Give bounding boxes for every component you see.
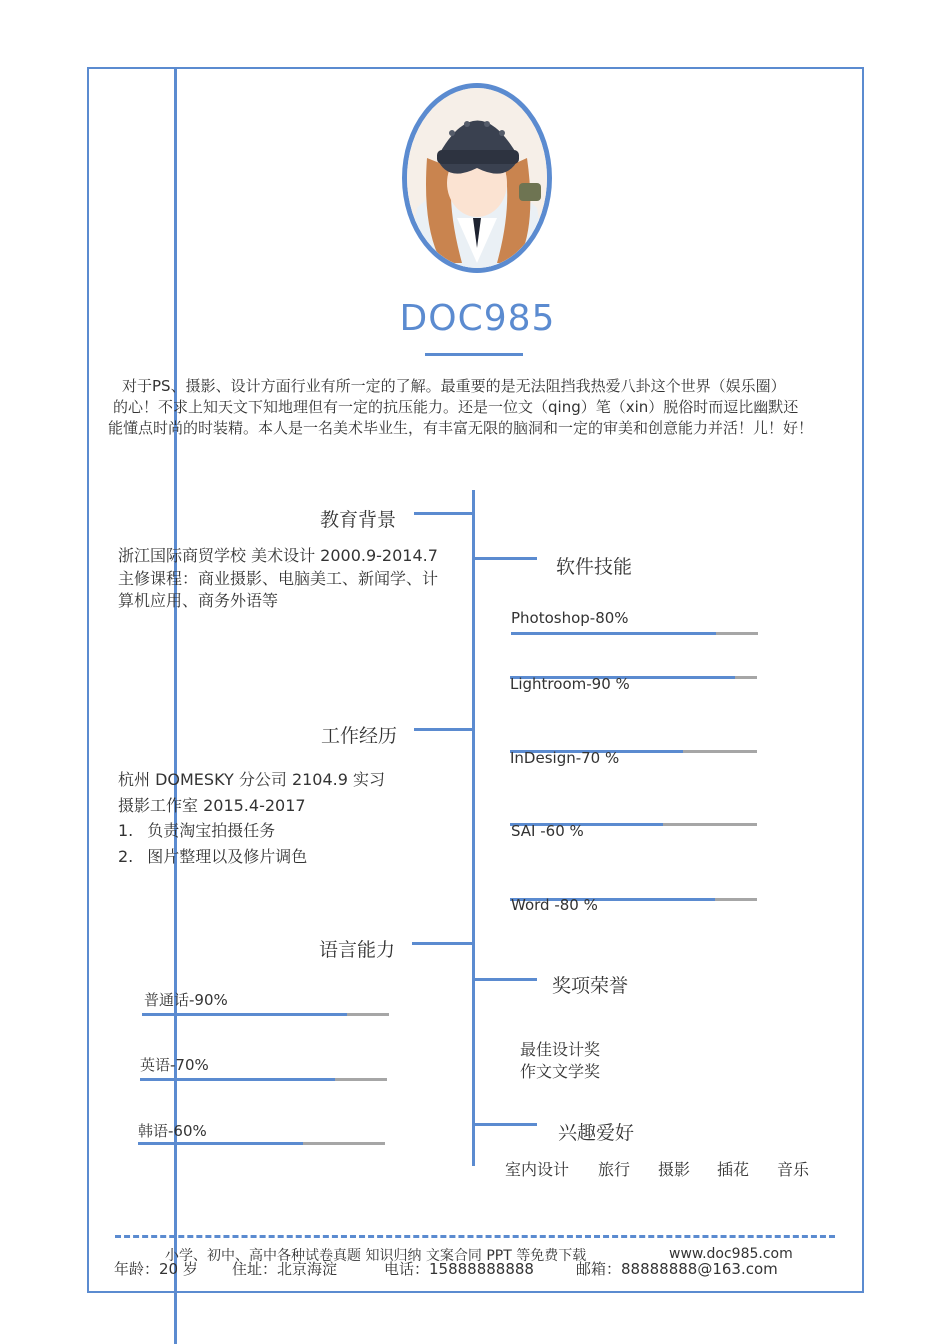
language-label: 韩语-60% <box>138 1122 207 1140</box>
language-bar-track <box>142 1013 389 1016</box>
intro-line: 对于PS、摄影、设计方面行业有所一定的了解。最重要的是无法阻挡我热爱八卦这个世界（娱乐圈） <box>122 377 786 395</box>
software-label: Photoshop-80% <box>511 609 629 627</box>
footer-phone: 电话：15888888888 <box>384 1260 534 1278</box>
software-bar-track <box>511 632 758 635</box>
task-number: 2. <box>118 847 134 866</box>
award-item: 作文文学奖 <box>520 1062 601 1081</box>
awards-branch <box>475 978 537 981</box>
timeline-spine <box>472 490 475 1166</box>
name-underline <box>425 353 523 356</box>
award-item: 最佳设计奖 <box>520 1040 601 1059</box>
intro-line: 的心！不求上知天文下知地理但有一定的抗压能力。还是一位文（qing）笔（xin）脱俗时而逗比幽默还 <box>113 398 799 416</box>
software-label: SAI -60 % <box>511 822 584 840</box>
hobby-item: 旅行 <box>598 1160 631 1179</box>
watermark-url[interactable]: www.doc985.com <box>669 1246 793 1262</box>
watermark-text: 小学、初中、高中各种试卷真题 知识归纳 文案合同 PPT 等免费下载 <box>165 1248 587 1264</box>
language-label: 英语-70% <box>140 1056 209 1074</box>
language-bar-fill <box>142 1013 347 1016</box>
task-text: 图片整理以及修片调色 <box>147 847 308 866</box>
awards-title: 奖项荣誉 <box>552 975 629 997</box>
hobby-item: 室内设计 <box>505 1160 570 1179</box>
intro-line: 能懂点时尚的时装精。本人是一名美术毕业生，有丰富无限的脑洞和一定的审美和创意能力并活！儿！好！ <box>108 419 814 437</box>
footer-address: 住址：北京海淀 <box>232 1260 338 1278</box>
hobby-item: 插花 <box>717 1160 750 1179</box>
language-branch <box>412 942 474 945</box>
education-branch <box>414 512 474 515</box>
language-bar-track <box>140 1078 387 1081</box>
work-task <box>118 818 275 841</box>
hobby-item: 摄影 <box>658 1160 691 1179</box>
footer-age: 年龄：20 岁 <box>114 1260 198 1278</box>
language-title: 语言能力 <box>319 939 396 961</box>
language-bar-fill <box>140 1078 335 1081</box>
left-vertical-line <box>174 67 177 1344</box>
language-label: 普通话-90% <box>144 991 228 1009</box>
education-title: 教育背景 <box>320 509 397 531</box>
footer-dashed-divider <box>115 1235 835 1238</box>
resume-name: DOC985 <box>399 298 556 339</box>
task-number: 1. <box>118 821 134 840</box>
software-bar-fill <box>511 632 716 635</box>
self-introduction <box>108 376 854 439</box>
hobby-item: 音乐 <box>777 1160 810 1179</box>
education-line: 主修课程：商业摄影、电脑美工、新闻学、计 <box>118 569 439 588</box>
avatar <box>402 83 552 273</box>
education-line: 算机应用、商务外语等 <box>118 591 279 610</box>
software-title: 软件技能 <box>556 556 633 578</box>
software-branch <box>475 557 537 560</box>
language-bar-track <box>138 1142 385 1145</box>
task-text: 负责淘宝拍摄任务 <box>147 821 276 840</box>
software-label: Lightroom-90 % <box>510 675 630 693</box>
language-bar-fill <box>138 1142 303 1145</box>
hobbies-title: 兴趣爱好 <box>558 1122 635 1144</box>
education-line: 浙江国际商贸学校 美术设计 2000.9-2014.7 <box>118 546 438 565</box>
work-task <box>118 844 307 867</box>
software-label: InDesign-70 % <box>510 749 620 767</box>
work-line: 摄影工作室 2015.4-2017 <box>118 796 306 815</box>
work-branch <box>414 728 474 731</box>
work-line: 杭州 DOMESKY 分公司 2104.9 实习 <box>118 770 386 789</box>
work-title: 工作经历 <box>321 725 398 747</box>
footer-email[interactable]: 邮箱：88888888@163.com <box>576 1260 778 1278</box>
avatar-illustration <box>407 88 547 268</box>
hobbies-branch <box>475 1123 537 1126</box>
software-label: Word -80 % <box>511 896 598 914</box>
